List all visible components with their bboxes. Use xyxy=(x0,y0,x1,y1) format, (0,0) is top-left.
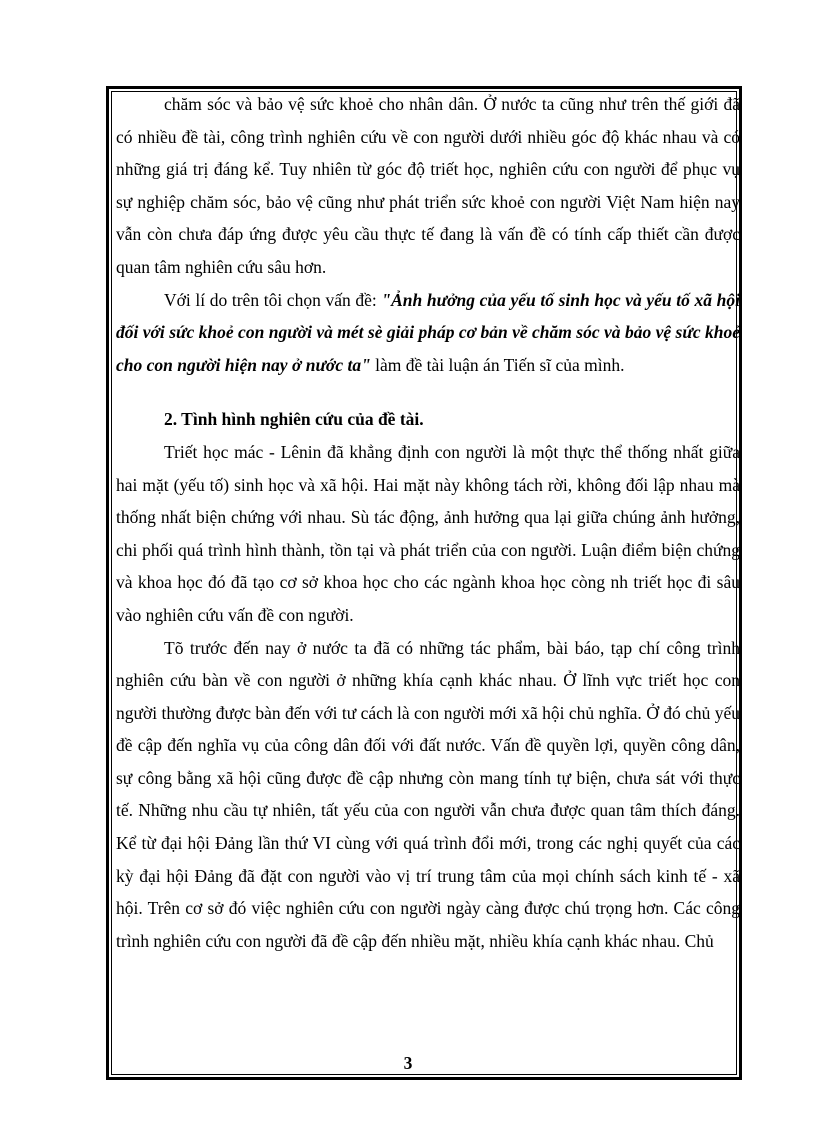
paragraph-thesis-topic xyxy=(116,284,740,382)
paragraph-marxist-view: Triết học mác - Lênin đã khẳng định con người là một thực thể thống nhất giữa hai mặt (yếu tố) sinh học và xã hội. Hai mặt này không tách rời, không đối lập nhau mà thống nhất biện chứng với nhau. Sù tác động, ảnh hưởng qua lại giữa chúng ảnh hưởng, chi phối quá trình hình thành, tồn tại và phát triển của con người. Luận điểm biện chứng và khoa học đó đã tạo cơ sở khoa học cho các ngành khoa học còng nh triết học đi sâu vào nghiên cứu vấn đề con người. xyxy=(116,441,740,625)
thesis-tail-text: làm đề tài luận án Tiến sĩ của mình. xyxy=(370,354,625,375)
paragraph-continuation: chăm sóc và bảo vệ sức khoẻ cho nhân dân. Ở nước ta cũng như trên thế giới đã có nhiều đề tài, công trình nghiên cứu về con người dưới nhiều góc độ khác nhau và có những giá trị đáng kể. Tuy nhiên từ góc độ triết học, nghiên cứu con người để phục vụ sự nghiệp chăm sóc, bảo vệ cũng như phát triển sức khoẻ con người Việt Nam hiện nay vẫn còn chưa đáp ứng được yêu cầu thực tế đang là vấn đề có tính cấp thiết cần được quan tâm nghiên cứu sâu hơn. xyxy=(116,94,740,277)
thesis-title: "Ảnh hưởng của yếu tố sinh học và yếu tố xã hội đối với sức khoẻ con người và mét sè giải pháp cơ bản về chăm sóc và bảo vệ sức khoẻ cho con người hiện nay ở nước ta" xyxy=(116,289,741,375)
section-heading: 2. Tình hình nghiên cứu của đề tài. xyxy=(164,409,424,430)
page-body xyxy=(116,88,740,957)
page-number: 3 xyxy=(403,1053,413,1073)
paragraph-research-history: Tõ trước đến nay ở nước ta đã có những tác phẩm, bài báo, tạp chí công trình nghiên cứu bàn về con người ở những khía cạnh khác nhau. Ở lĩnh vực triết học con người thường được bàn đến với tư cách là con người mới xã hội chủ nghĩa. Ở đó chủ yếu đề cập đến nghĩa vụ của công dân đối với đất nước. Vấn đề quyền lợi, quyền công dân, sự công bằng xã hội cũng được đề cập nhưng còn mang tính tự biện, chưa sát với thực tế. Những nhu cầu tự nhiên, tất yếu của con người vẫn chưa được quan tâm thích đáng. Kể từ đại hội Đảng lần thứ VI cùng với quá trình đổi mới, trong các nghị quyết của các kỳ đại hội Đảng đã đặt con người vào vị trí trung tâm của mọi chính sách kinh tế - xã hội. Trên cơ sở đó việc nghiên cứu con người ngày càng được chú trọng hơn. Các công trình nghiên cứu con người đã đề cập đến nhiều mặt, nhiều khía cạnh khác nhau. Chủ xyxy=(116,637,740,951)
thesis-lead-text: Với lí do trên tôi chọn vấn đề: xyxy=(164,289,382,310)
